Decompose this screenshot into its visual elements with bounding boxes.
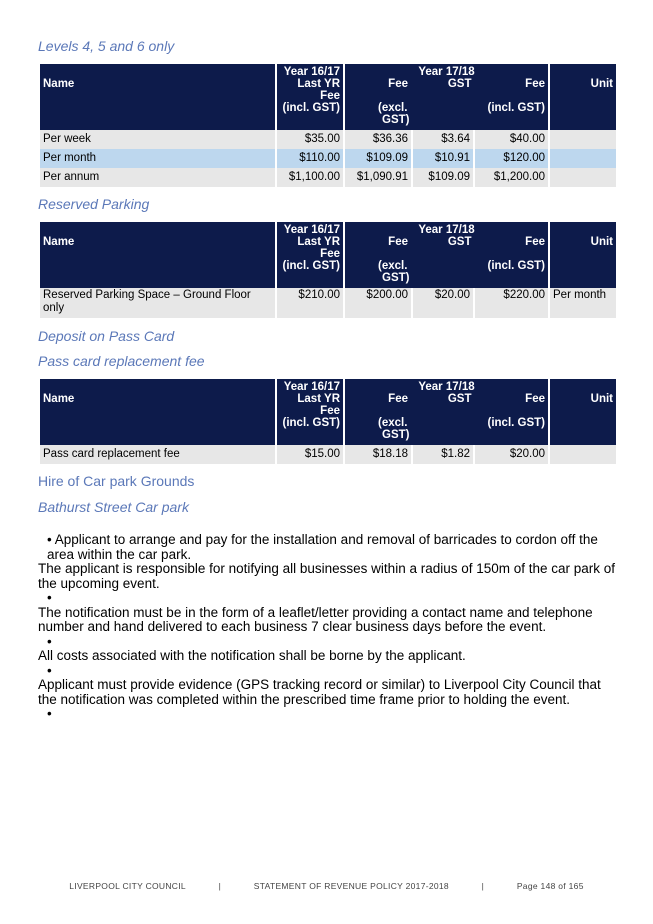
col-header-name: Name xyxy=(40,222,275,288)
table-row xyxy=(40,168,616,187)
excl-gst-label: GST) xyxy=(382,429,410,441)
fee-incl-label: Fee xyxy=(525,393,545,405)
row-gst: $10.91 xyxy=(413,149,473,168)
fee-excl-label: Fee xyxy=(388,78,408,90)
row-fee-excl: $109.09 xyxy=(345,149,411,168)
year-1718-label: Year 17/18 xyxy=(418,224,475,236)
fee-label: Fee xyxy=(320,405,340,417)
excl-gst-label: GST) xyxy=(382,114,410,126)
fee-excl-label: Fee xyxy=(388,236,408,248)
row-fee-excl: $1,090.91 xyxy=(345,168,411,187)
bullet-icon: • xyxy=(47,662,52,678)
incl-gst-label: (incl. GST) xyxy=(282,260,340,272)
row-last-fee: $210.00 xyxy=(277,288,343,318)
row-gst: $3.64 xyxy=(413,130,473,149)
footer-divider: | xyxy=(481,881,485,891)
bullet-icon: • xyxy=(47,706,52,721)
fees-table-levels xyxy=(38,64,618,187)
excl-gst-label: GST) xyxy=(382,272,410,284)
row-last-fee: $110.00 xyxy=(277,149,343,168)
col-header-year-1718 xyxy=(345,222,548,288)
bullet-icon: • xyxy=(47,633,52,649)
col-header-last-year xyxy=(277,379,343,445)
row-name: Per week xyxy=(40,130,275,149)
incl-gst-label-2: (incl. GST) xyxy=(487,102,545,114)
table-header-row xyxy=(40,64,616,130)
col-header-last-year xyxy=(277,222,343,288)
row-gst: $109.09 xyxy=(413,168,473,187)
incl-gst-label-2: (incl. GST) xyxy=(487,417,545,429)
row-name: Per annum xyxy=(40,168,275,187)
row-fee-incl: $40.00 xyxy=(475,130,548,149)
year-1617-label: Year 16/17 xyxy=(283,66,340,78)
col-header-last-year xyxy=(277,64,343,130)
row-fee-incl: $1,200.00 xyxy=(475,168,548,187)
row-fee-excl: $36.36 xyxy=(345,130,411,149)
row-unit: Per month xyxy=(550,288,616,318)
row-fee-excl: $200.00 xyxy=(345,288,411,318)
conditions-list xyxy=(38,533,618,722)
year-1617-label: Year 16/17 xyxy=(283,381,340,393)
col-header-year-1718 xyxy=(345,379,548,445)
section-heading-hire: Hire of Car park Grounds xyxy=(38,473,195,489)
row-fee-excl: $18.18 xyxy=(345,445,411,464)
section-heading-reserved: Reserved Parking xyxy=(38,196,150,212)
condition-paragraph: The applicant is responsible for notifying all businesses within a radius of 150m of the car park of the upcoming event. xyxy=(38,561,616,591)
row-unit xyxy=(550,168,616,187)
last-yr-label: Last YR xyxy=(297,78,340,90)
bullet-icon: • xyxy=(47,532,52,547)
section-heading-bathurst: Bathurst Street Car park xyxy=(38,499,189,515)
table-row xyxy=(40,130,616,149)
row-gst: $20.00 xyxy=(413,288,473,318)
bullet-icon: • xyxy=(47,590,52,605)
year-1718-label: Year 17/18 xyxy=(418,66,475,78)
gst-label: GST xyxy=(447,236,472,248)
row-last-fee: $35.00 xyxy=(277,130,343,149)
excl-label: (excl. xyxy=(378,102,408,114)
page-footer xyxy=(0,881,653,891)
col-header-unit: Unit xyxy=(550,222,616,288)
gst-label: GST xyxy=(447,393,472,405)
fee-incl-label: Fee xyxy=(525,78,545,90)
year-1718-label: Year 17/18 xyxy=(418,381,475,393)
incl-gst-label: (incl. GST) xyxy=(282,417,340,429)
row-gst: $1.82 xyxy=(413,445,473,464)
footer-page-number: Page 148 of 165 xyxy=(516,881,584,891)
row-fee-incl: $120.00 xyxy=(475,149,548,168)
col-header-year-1718 xyxy=(345,64,548,130)
excl-label: (excl. xyxy=(378,417,408,429)
col-header-unit: Unit xyxy=(550,379,616,445)
table-row xyxy=(40,288,616,318)
row-unit xyxy=(550,445,616,464)
condition-paragraph: Applicant must provide evidence (GPS tracking record or similar) to Liverpool City Council that the notification was completed within the prescribed time frame prior to holding the event. xyxy=(38,677,601,707)
footer-org: LIVERPOOL CITY COUNCIL xyxy=(69,881,186,891)
row-fee-incl: $20.00 xyxy=(475,445,548,464)
year-1617-label: Year 16/17 xyxy=(283,224,340,236)
footer-divider: | xyxy=(218,881,222,891)
col-header-name: Name xyxy=(40,379,275,445)
excl-label: (excl. xyxy=(378,260,408,272)
col-header-name: Name xyxy=(40,64,275,130)
table-header-row xyxy=(40,222,616,288)
condition-paragraph: The notification must be in the form of a leaflet/letter providing a contact name and telephone number and hand delivered to each business 7 clear business days before the event. xyxy=(38,604,593,634)
row-name: Reserved Parking Space – Ground Floor only xyxy=(40,288,275,318)
section-heading-deposit: Deposit on Pass Card xyxy=(38,328,175,344)
last-yr-label: Last YR xyxy=(297,236,340,248)
row-fee-incl: $220.00 xyxy=(475,288,548,318)
row-name: Pass card replacement fee xyxy=(40,445,275,464)
list-item xyxy=(38,533,618,562)
row-name: Per month xyxy=(40,149,275,168)
fee-excl-label: Fee xyxy=(388,393,408,405)
table-row xyxy=(40,445,616,464)
col-header-unit: Unit xyxy=(550,64,616,130)
last-yr-label: Last YR xyxy=(297,393,340,405)
section-heading-pass-card: Pass card replacement fee xyxy=(38,353,205,369)
row-last-fee: $1,100.00 xyxy=(277,168,343,187)
row-last-fee: $15.00 xyxy=(277,445,343,464)
section-heading-levels: Levels 4, 5 and 6 only xyxy=(38,38,175,54)
condition-text: Applicant to arrange and pay for the installation and removal of barricades to cordon off the area within the car park. xyxy=(47,532,598,562)
fees-table-pass-card xyxy=(38,379,618,464)
gst-label: GST xyxy=(447,78,472,90)
fees-table-reserved xyxy=(38,222,618,318)
row-unit xyxy=(550,149,616,168)
fee-label: Fee xyxy=(320,248,340,260)
footer-doc-title: STATEMENT OF REVENUE POLICY 2017-2018 xyxy=(253,881,449,891)
row-unit xyxy=(550,130,616,149)
incl-gst-label: (incl. GST) xyxy=(282,102,340,114)
fee-label: Fee xyxy=(320,90,340,102)
fee-incl-label: Fee xyxy=(525,236,545,248)
incl-gst-label-2: (incl. GST) xyxy=(487,260,545,272)
table-row xyxy=(40,149,616,168)
table-header-row xyxy=(40,379,616,445)
condition-paragraph: All costs associated with the notification shall be borne by the applicant. xyxy=(38,648,466,663)
